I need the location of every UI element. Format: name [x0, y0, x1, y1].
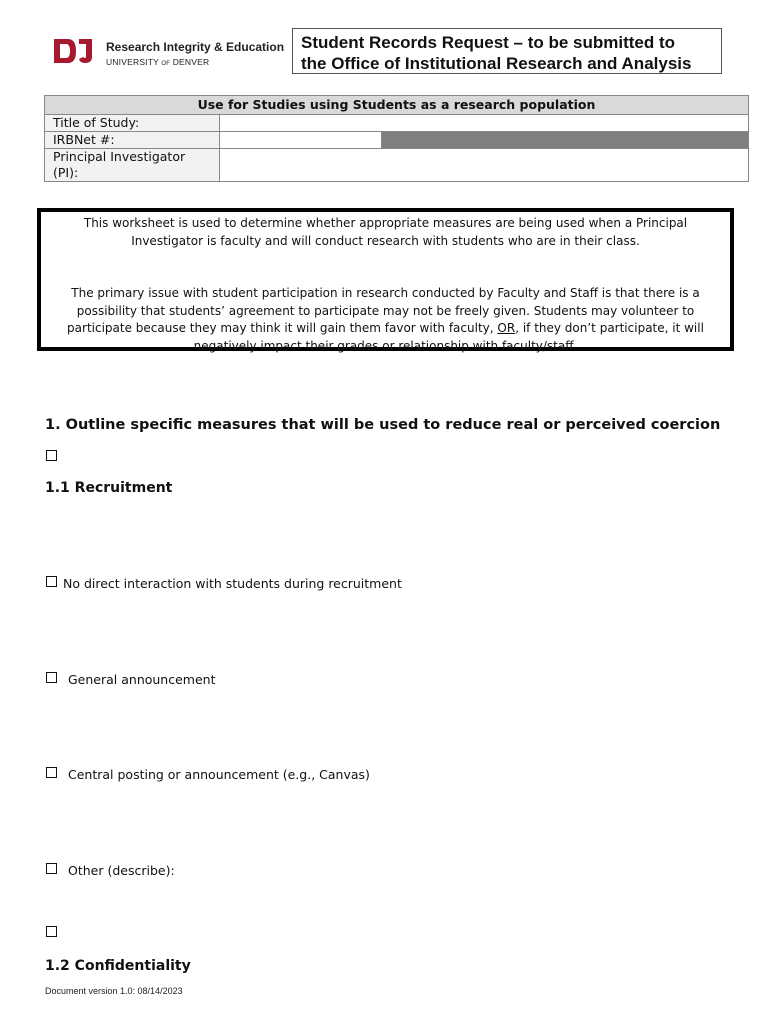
du-logo-icon — [52, 37, 94, 65]
study-info-table — [44, 95, 749, 182]
section-1-2-heading: 1.2 Confidentiality — [45, 958, 191, 974]
table-heading: Use for Studies using Students as a research population — [45, 96, 749, 115]
notice-para2-after: , if they don’t participate, it will negatively impact their grades or relationship with faculty/staff. — [193, 321, 704, 353]
org-name: Research Integrity & Education — [106, 40, 285, 54]
university-left: UNIVERSITY — [106, 57, 159, 67]
no-direct-interaction-checkbox[interactable] — [46, 576, 57, 587]
university-of: OF — [161, 61, 171, 67]
form-title-line2: the Office of Institutional Research and Analysis — [301, 54, 692, 73]
document-version: Document version 1.0: 08/14/2023 — [45, 986, 183, 996]
pi-field[interactable] — [220, 149, 749, 182]
form-title-line1: Student Records Request – to be submitted to — [301, 33, 676, 52]
section-1-heading: 1. Outline specific measures that will be used to reduce real or perceived coercion — [45, 417, 721, 433]
other-label: Other (describe): — [68, 863, 175, 878]
shaded-cell — [382, 132, 749, 149]
table-row — [45, 149, 749, 182]
irbnet-label: IRBNet #: — [45, 132, 220, 149]
no-direct-interaction-label: No direct interaction with students during recruitment — [63, 576, 402, 591]
notice-paragraph-2 — [51, 285, 720, 355]
general-announcement-checkbox[interactable] — [46, 672, 57, 683]
university-right: DENVER — [172, 57, 210, 67]
notice-paragraph-1: This worksheet is used to determine whether appropriate measures are being used when a Principal Investigator is faculty and will conduct research with students who are in their class. — [83, 216, 688, 248]
general-announcement-label: General announcement — [68, 672, 216, 687]
section-1-1-heading: 1.1 Recruitment — [45, 480, 173, 496]
title-of-study-field[interactable] — [220, 115, 749, 132]
table-row — [45, 115, 749, 132]
pi-label: Principal Investigator (PI): — [45, 149, 220, 182]
table-row — [45, 132, 749, 149]
central-posting-label: Central posting or announcement (e.g., Canvas) — [68, 767, 370, 782]
notice-or-emphasis: OR — [497, 321, 516, 335]
section-1-checkbox[interactable] — [46, 450, 57, 461]
form-title-box — [292, 28, 722, 74]
university-name — [106, 57, 209, 67]
table-header-row — [45, 96, 749, 115]
title-of-study-label: Title of Study: — [45, 115, 220, 132]
notice-para2-before: The primary issue with student participation in research conducted by Faculty and Staff is that there is a possibility that students’ agreement to participate may not be freely given. Students may volunteer to participate because they may think it will gain them favor with faculty, — [67, 286, 700, 335]
irbnet-field[interactable] — [220, 132, 382, 149]
central-posting-checkbox[interactable] — [46, 767, 57, 778]
extra-checkbox[interactable] — [46, 926, 57, 937]
worksheet-notice — [37, 208, 734, 351]
other-checkbox[interactable] — [46, 863, 57, 874]
